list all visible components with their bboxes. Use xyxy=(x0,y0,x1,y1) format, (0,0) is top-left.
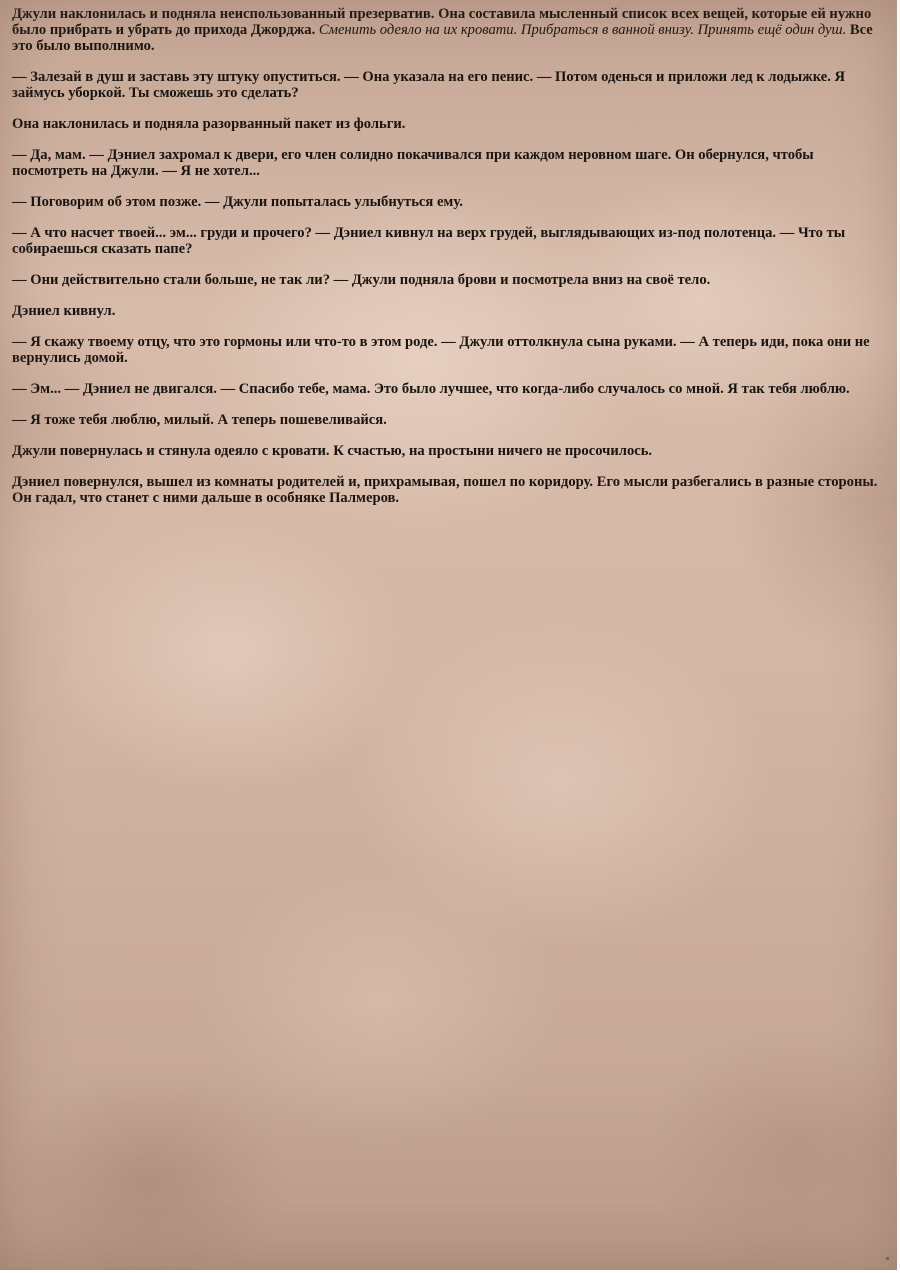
paragraph-8: Дэниел кивнул. xyxy=(12,303,116,319)
paragraph-12: Джули повернулась и стянула одеяло с кровати. К счастью, на простыни ничего не просочилось. xyxy=(12,443,653,459)
paragraph-5: — Поговорим об этом позже. — Джули попыталась улыбнуться ему. xyxy=(12,194,463,210)
paragraph-13: Дэниел повернулся, вышел из комнаты родителей и, прихрамывая, пошел по коридору. Его мысли разбегались в разные стороны. Он гадал, что станет с ними дальше в особняке Палмеров. xyxy=(12,474,878,506)
corner-mark xyxy=(886,1257,889,1260)
paragraph-2: — Залезай в душ и заставь эту штуку опуститься. — Она указала на его пенис. — Потом оденься и приложи лед к лодыжке. Я займусь уборкой. Ты сможешь это сделать? xyxy=(12,69,846,101)
paragraph-1-text: Джули наклонилась и подняла неиспользованный презерватив. Она составила мысленный список всех вещей, которые ей нужно было прибрать и убрать до прихода Джорджа. xyxy=(12,6,872,38)
paragraph-1-italic: Сменить одеяло на их кровати. Прибраться в ванной внизу. Принять ещё один душ. xyxy=(318,22,847,38)
paragraph-1 xyxy=(12,6,882,54)
paragraph-10: — Эм... — Дэниел не двигался. — Спасибо тебе, мама. Это было лучшее, что когда-либо случалось со мной. Я так тебя люблю. xyxy=(12,381,850,397)
paragraph-4: — Да, мам. — Дэниел захромал к двери, его член солидно покачивался при каждом неровном шаге. Он обернулся, чтобы посмотреть на Джули. — Я не хотел... xyxy=(12,147,814,179)
paragraph-9: — Я скажу твоему отцу, что это гормоны или что-то в этом роде. — Джули оттолкнула сына руками. — А теперь иди, пока они не вернулись домой. xyxy=(12,334,870,366)
paragraph-7: — Они действительно стали больше, не так ли? — Джули подняла брови и посмотрела вниз на своё тело. xyxy=(12,272,711,288)
document-body xyxy=(12,6,882,521)
paragraph-1-tail: Все это было выполнимо. xyxy=(12,22,873,54)
paragraph-3: Она наклонилась и подняла разорванный пакет из фольги. xyxy=(12,116,406,132)
paragraph-6: — А что насчет твоей... эм... груди и прочего? — Дэниел кивнул на верх грудей, выглядывающих из-под полотенца. — Что ты собираешься сказать папе? xyxy=(12,225,846,257)
paragraph-11: — Я тоже тебя люблю, милый. А теперь пошевеливайся. xyxy=(12,412,387,428)
